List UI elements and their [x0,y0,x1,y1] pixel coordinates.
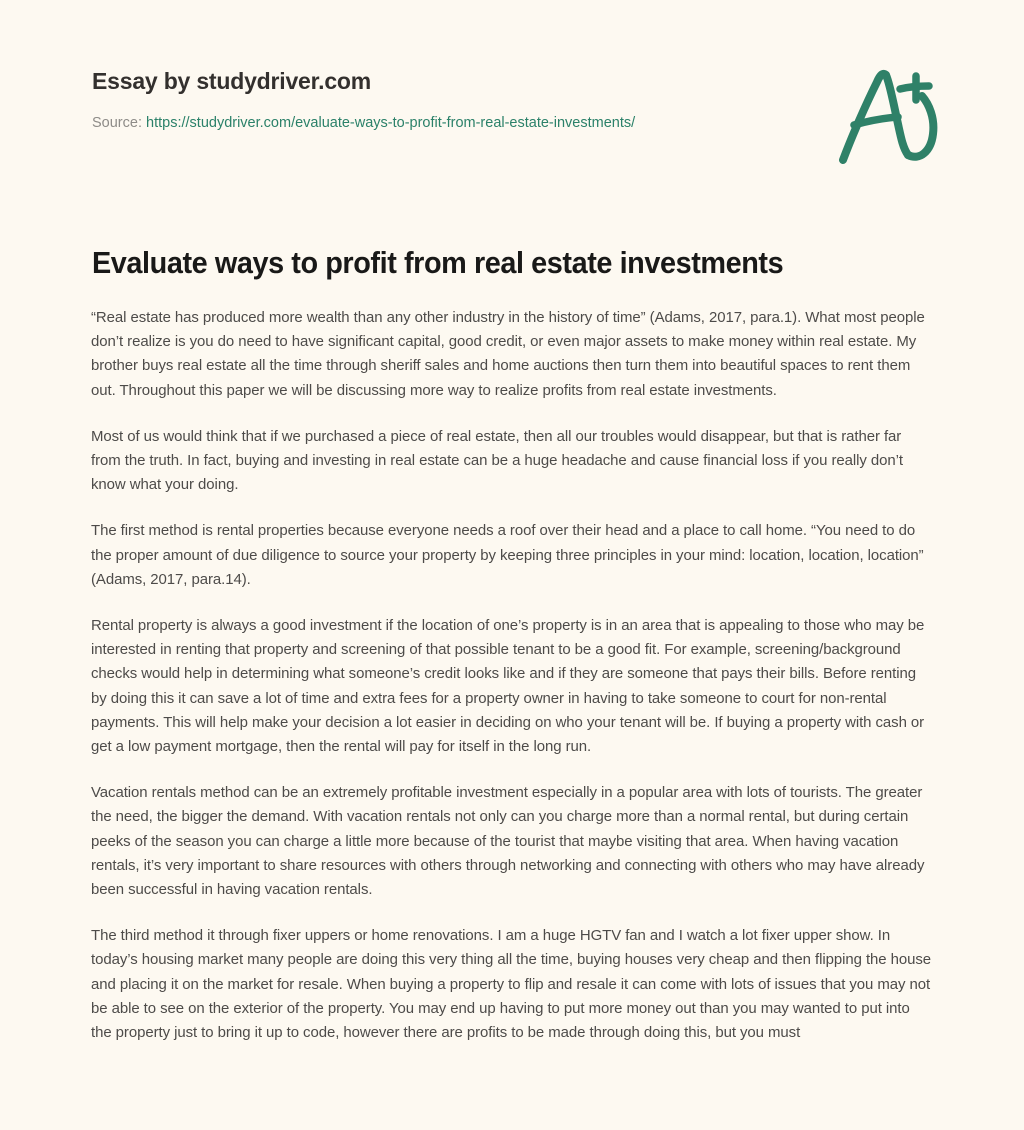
paragraph: Vacation rentals method can be an extremely profitable investment especially in a popular area with lots of tourists. The greater the need, the bigger the demand. With vacation rentals not only can you charge more than a normal rental, but during certain peeks of the season you can charge a little more because of the tourist that maybe visiting that area. When having vacation rentals, it’s very important to share resources with others through networking and connecting with others who may have already been successful in having vacation rentals. [91,784,925,899]
aplus-logo [830,62,950,172]
aplus-logo-icon [830,62,950,172]
paragraph: The third method it through fixer uppers or home renovations. I am a huge HGTV fan and I watch a lot fixer upper show. In today’s housing market many people are doing this very thing all the time, buying houses very cheap and then flipping the house and placing it on the market for resale. When buying a property to flip and resale it can come with lots of issues that you may not be able to see on the exterior of the property. You may end up having to put more money out than you may wanted to put into the property just to bring it up to code, however there are profits to be made through doing this, but you must [91,927,932,1042]
paragraph: The first method is rental properties because everyone needs a roof over their head and a place to call home. “You need to do the proper amount of due diligence to source your property by keeping three principles in your mind: location, location, location” (Adams, 2017, para.14). [91,522,924,588]
page-title: Evaluate ways to profit from real estate investments [92,245,784,280]
essay-body [91,306,945,1045]
brand-title: Essay by studydriver.com [92,68,372,94]
source-label: Source: [92,115,142,131]
paragraph: Rental property is always a good investment if the location of one’s property is in an area that is appealing to those who may be interested in renting that property and screening of that possible tenant to be a good fit. For example, screening/background checks would help in determining what someone’s credit looks like and if they are someone that pays their bills. Before renting by doing this it can save a lot of time and extra fees for a property owner in having to take someone to court for non-rental payments. This will help make your decision a lot easier in deciding on who your tenant will be. If buying a property with cash or get a low payment mortgage, then the rental will pay for itself in the long run. [91,617,925,756]
page-header [0,0,1024,200]
paragraph: “Real estate has produced more wealth than any other industry in the history of time” (Adams, 2017, para.1). What most people don’t realize is you do need to have significant capital, good credit, or even major assets to make money within real estate. My brother buys real estate all the time through sheriff sales and home auctions then turn them into beautiful spaces to rent them out. Throughout this paper we will be discussing more way to realize profits from real estate investments. [91,309,925,399]
source-url-link[interactable]: https://studydriver.com/evaluate-ways-to-profit-from-real-estate-investments/ [146,115,636,131]
paragraph: Most of us would think that if we purchased a piece of real estate, then all our troubles would disappear, but that is rather far from the truth. In fact, buying and investing in real estate can be a huge headache and cause financial loss if you really don’t know what your doing. [91,427,903,494]
source-line [92,113,792,133]
brand-block [92,66,792,133]
